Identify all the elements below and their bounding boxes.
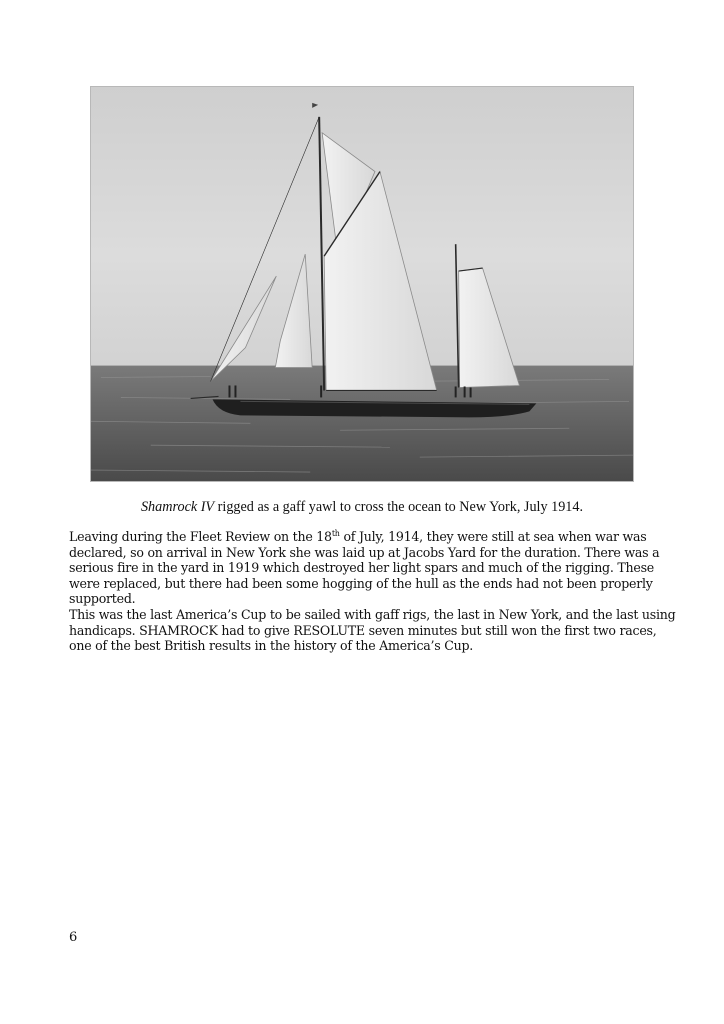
body-text [69,529,676,654]
caption-yacht-name: Shamrock IV [140,499,215,515]
figure-caption [90,498,634,516]
caption-text: rigged as a gaff yawl to cross the ocean to New York, July 1914. [214,499,584,515]
text-line: supported. [69,591,136,607]
text-line: were replaced, but there had been some hogging of the hull as the ends had not been properly [69,575,653,591]
text-line: declared, so on arrival in New York she was laid up at Jacobs Yard for the duration. There was a [69,544,660,560]
text-segment: of July, 1914, they were still at sea when war was [339,529,647,544]
text-line: serious fire in the yard in 1919 which destroyed her light spars and much of the rigging. These [69,560,655,576]
text-line [69,529,669,545]
text-line: This was the last America’s Cup to be sailed with gaff rigs, the last in New York, and the last using [69,606,676,622]
ordinal-suffix: th [331,529,340,538]
text-segment: Leaving during the Fleet Review on the 18 [69,529,332,544]
text-line: handicaps. SHAMROCK had to give RESOLUTE seven minutes but still won the first two races, [69,622,657,638]
page-number: 6 [69,930,78,945]
text-line: one of the best British results in the history of the America’s Cup. [69,638,474,654]
paragraph-americas-cup [69,606,676,654]
yacht-photograph [90,86,634,482]
paragraph-voyage [69,529,669,607]
